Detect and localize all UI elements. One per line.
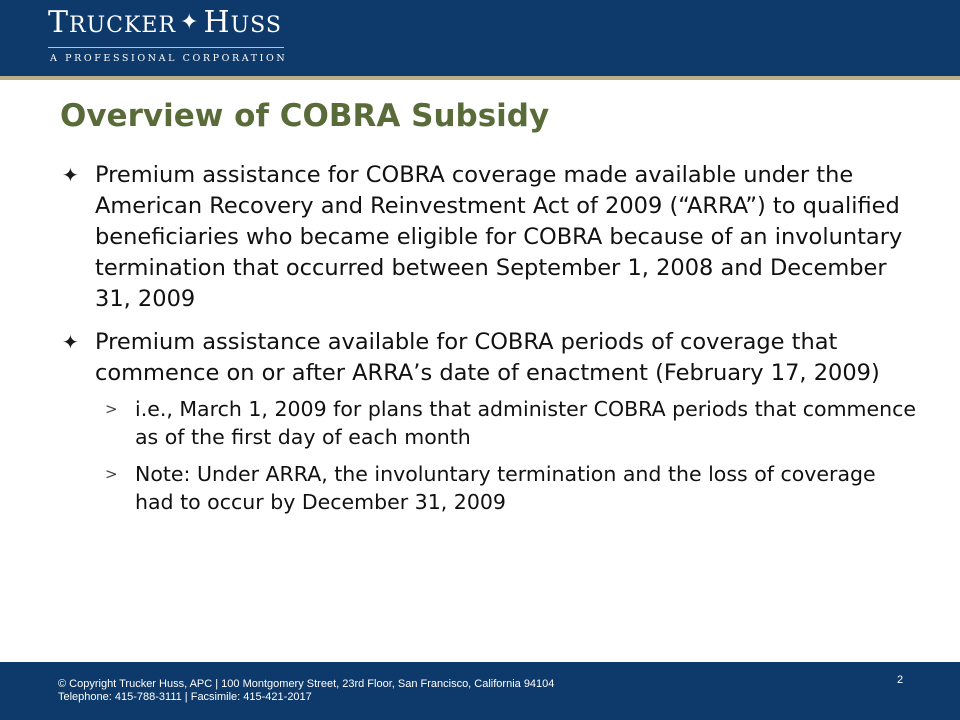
chevron-right-icon: > (105, 465, 118, 483)
sub-bullet-item (60, 395, 920, 451)
sub-bullet-text: i.e., March 1, 2009 for plans that administer COBRA periods that commence as of the first day of each month (135, 397, 917, 449)
star-icon: ✦ (180, 10, 200, 35)
bullet-text: Premium assistance for COBRA coverage made available under the American Recovery and Reinvestment Act of 2009 (“ARRA”) to qualified beneficiaries who became eligible for COBRA because of an involuntary termination that occurred between September 1, 2008 and December 31, 2009 (95, 162, 903, 312)
logo-subtitle: A PROFESSIONAL CORPORATION (50, 53, 288, 64)
logo-wordmark (48, 6, 288, 43)
logo-letters: USS (230, 13, 282, 38)
bullet-item (60, 327, 920, 389)
chevron-right-icon: > (105, 400, 118, 418)
header-rule (0, 76, 960, 80)
header-bar (0, 0, 960, 76)
logo-letter: H (203, 5, 231, 40)
footer-copyright (58, 678, 554, 704)
bullet-item (60, 160, 920, 315)
sub-bullet-text: Note: Under ARRA, the involuntary termination and the loss of coverage had to occur by December 31, 2009 (135, 462, 876, 514)
star-bullet-icon: ✦ (62, 330, 79, 354)
logo-letters: RUCKER (69, 13, 177, 38)
bullet-text: Premium assistance available for COBRA periods of coverage that commence on or after ARRA’s date of enactment (February 17, 2009) (95, 329, 880, 386)
page-number: 2 (897, 674, 904, 686)
sub-bullet-item (60, 460, 920, 516)
logo-divider (48, 47, 284, 48)
star-bullet-icon: ✦ (62, 163, 79, 187)
footer-bar (0, 662, 960, 720)
slide-title: Overview of COBRA Subsidy (60, 98, 550, 134)
footer-line: © Copyright Trucker Huss, APC | 100 Montgomery Street, 23rd Floor, San Francisco, California 94104 (58, 678, 555, 690)
footer-line: Telephone: 415-788-3111 | Facsimile: 415-421-2017 (58, 691, 312, 703)
company-logo (48, 6, 288, 64)
logo-letter: T (48, 5, 70, 40)
slide-content (60, 160, 920, 525)
